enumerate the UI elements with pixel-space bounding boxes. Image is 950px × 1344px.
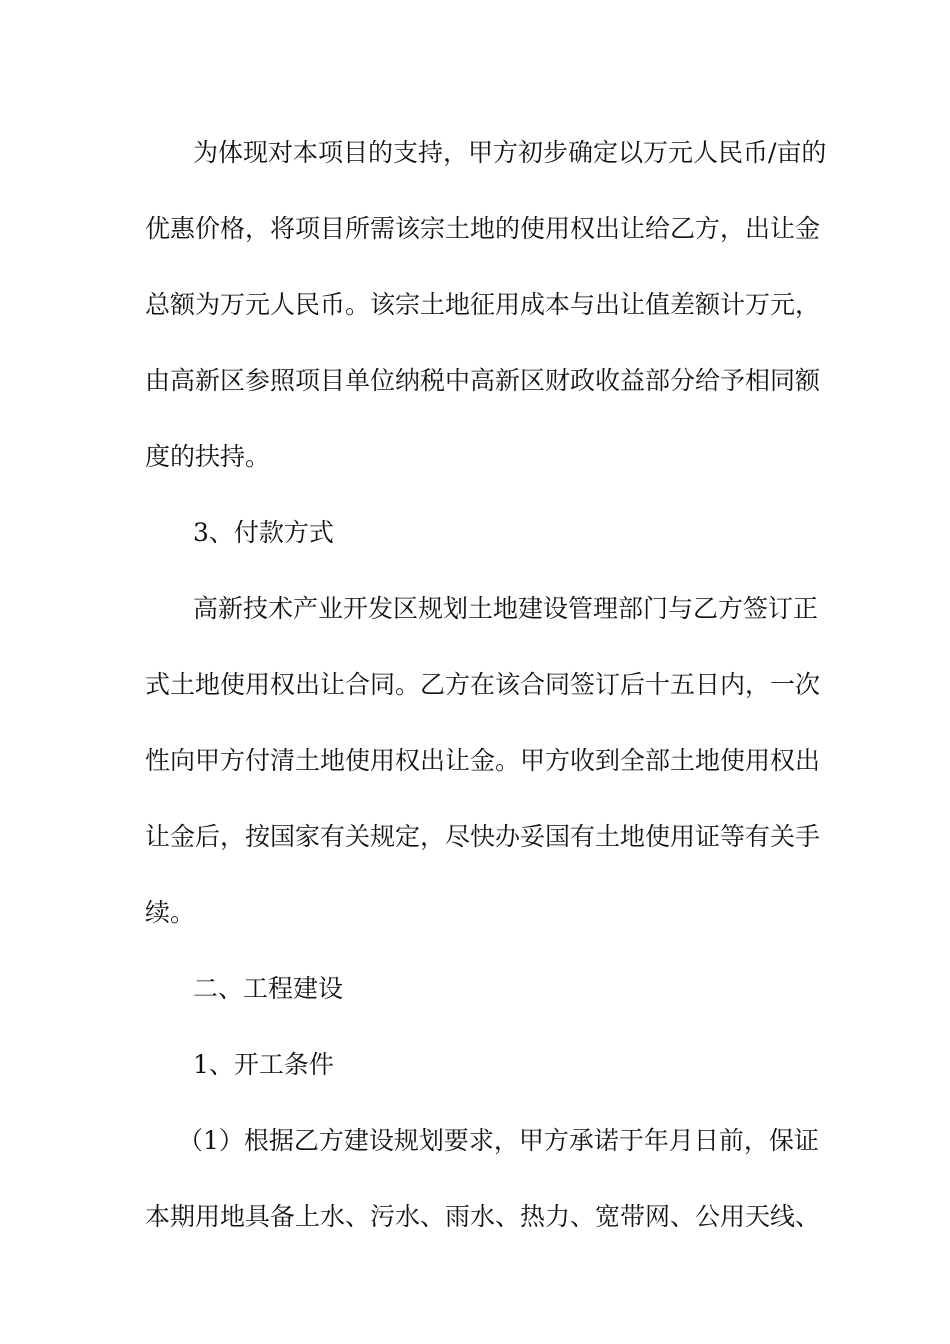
paragraph-1-line-5: 度的扶持。 <box>145 442 271 471</box>
paragraph-2-line-4: 让金后，按国家有关规定，尽快办妥国有土地使用证等有关手 <box>145 822 821 851</box>
paragraph-1-line-1: 为体现对本项目的支持，甲方初步确定以万元人民币/亩的 <box>193 138 827 167</box>
section-heading-construction: 二、工程建设 <box>193 974 344 1003</box>
paragraph-2-line-2: 式土地使用权出让合同。乙方在该合同签订后十五日内，一次 <box>145 670 821 699</box>
paragraph-1-line-2: 优惠价格，将项目所需该宗土地的使用权出让给乙方，出让金 <box>145 214 821 243</box>
paragraph-2-line-1: 高新技术产业开发区规划土地建设管理部门与乙方签订正 <box>193 594 819 623</box>
paragraph-1-line-3: 总额为万元人民币。该宗土地征用成本与出让值差额计万元， <box>145 290 821 319</box>
paragraph-3-line-1: （1）根据乙方建设规划要求，甲方承诺于年月日前，保证 <box>178 1126 819 1155</box>
subsection-heading-start-conditions: 1、开工条件 <box>193 1050 334 1079</box>
section-heading-payment: 3、付款方式 <box>193 518 334 547</box>
paragraph-3-line-2: 本期用地具备上水、污水、雨水、热力、宽带网、公用天线、 <box>145 1202 821 1231</box>
paragraph-1-line-4: 由高新区参照项目单位纳税中高新区财政收益部分给予相同额 <box>145 366 821 395</box>
paragraph-2-line-3: 性向甲方付清土地使用权出让金。甲方收到全部土地使用权出 <box>145 746 821 775</box>
paragraph-2-line-5: 续。 <box>145 898 196 927</box>
